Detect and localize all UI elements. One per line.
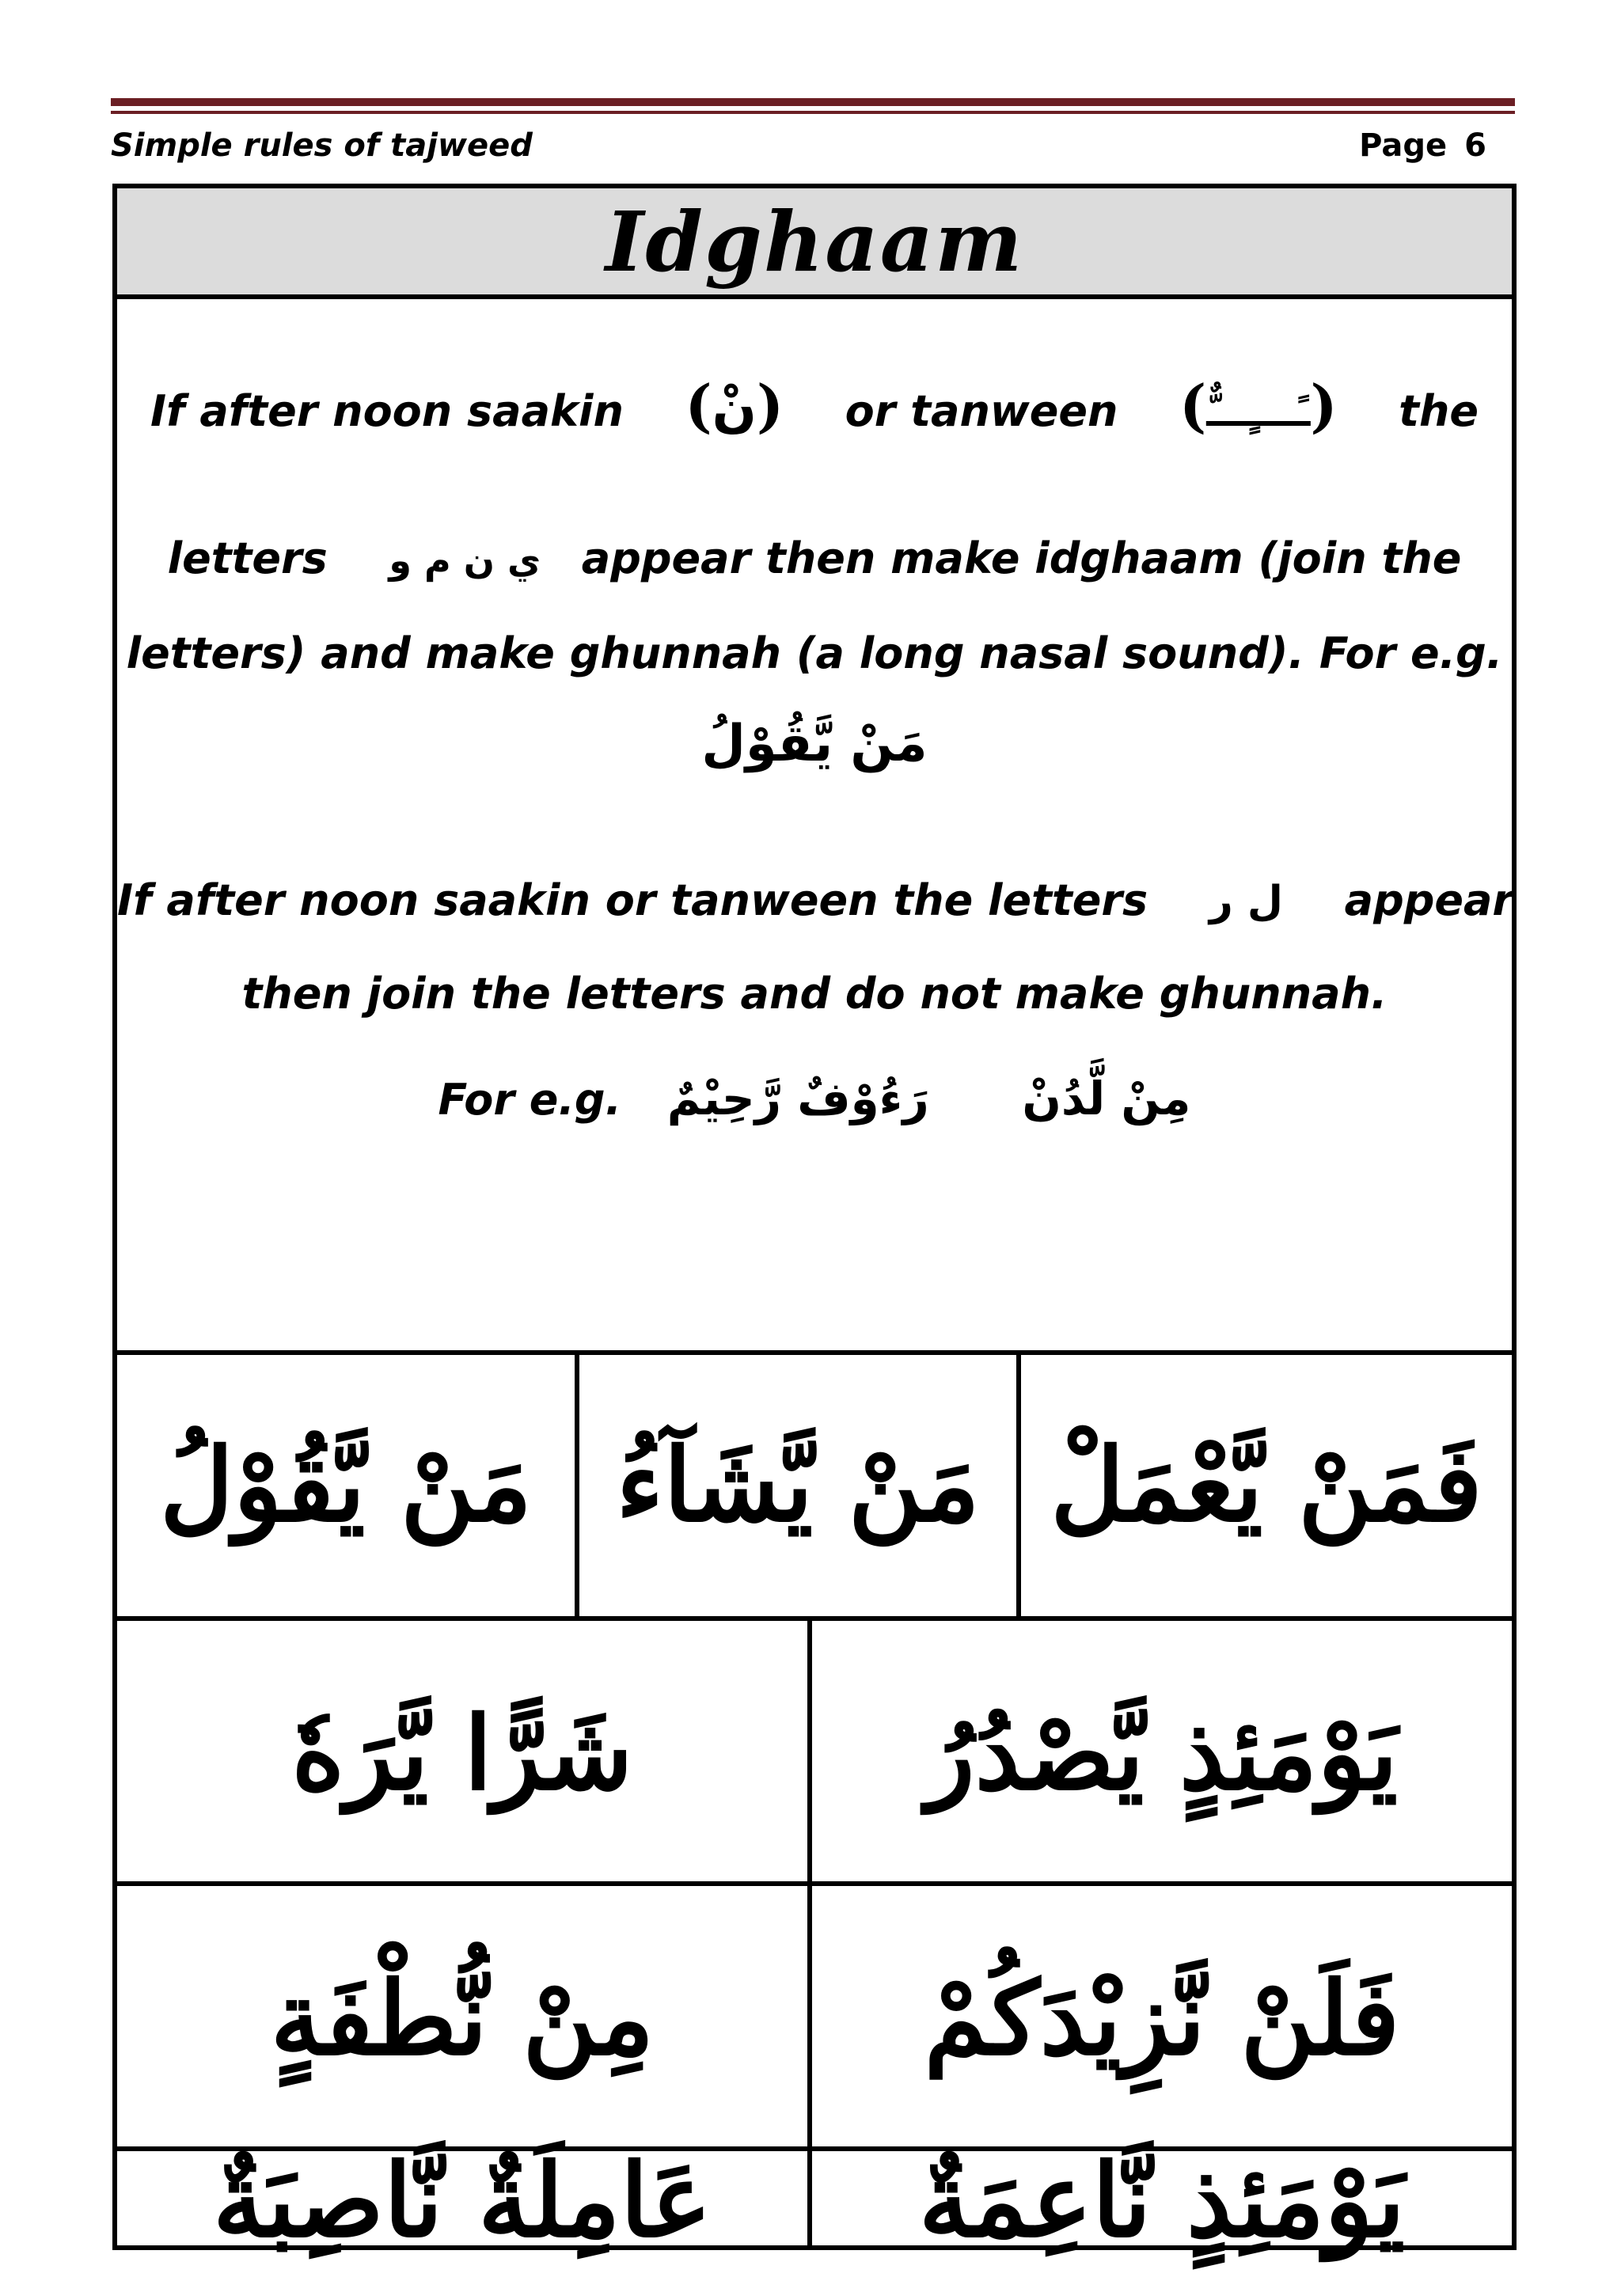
page-title: Idghaam — [605, 192, 1024, 290]
example-word: يَوْمَئِذٍ يَّصْدُرُ — [925, 1694, 1399, 1813]
example-1-arabic: مَنْ يَّقُوْلُ — [701, 715, 928, 773]
example-cell — [807, 1621, 1512, 1886]
idghaam-letters: ي ن م و — [389, 539, 541, 582]
intro-line-5: then join the letters and do not make ghunnah. — [241, 969, 1388, 1019]
title-bar — [117, 188, 1512, 299]
example-cell — [807, 1886, 1512, 2151]
noon-saakin-glyph: نْ — [712, 378, 757, 438]
example-cell — [575, 1355, 1016, 1616]
intro-line-2-text-b: appear then make idghaam (join the — [581, 533, 1462, 583]
intro-line-4-text-a: If after noon saakin or tanween the letters — [117, 875, 1148, 925]
example-cell — [117, 1355, 575, 1616]
intro-line-4-text-b: appear — [1344, 875, 1514, 925]
page-label: Page — [1359, 127, 1448, 164]
example-word: عَامِلَةٌ نَّاصِبَةٌ — [212, 2141, 712, 2260]
example-1 — [117, 712, 1512, 778]
example-cell — [117, 1886, 807, 2151]
example-word: مَنْ يَّشَآءُ — [616, 1426, 980, 1545]
example-word: مَنْ يَّقُوْلُ — [159, 1426, 533, 1545]
examples-row-2 — [117, 1616, 1512, 1886]
example-cell — [117, 1621, 807, 1886]
intro-line-1-text-c: the — [1399, 386, 1479, 436]
intro-line-1: If after noon saakin (نْ) or tanween (ـًــــٍـــٌّ) the — [150, 372, 1479, 439]
header-rule-thick — [111, 98, 1515, 106]
intro-line-6 — [117, 1067, 1512, 1132]
book-title: Simple rules of tajweed — [111, 127, 533, 164]
example-word: مِنْ نُّطْفَةٍ — [270, 1959, 655, 2078]
intro-section — [117, 299, 1512, 1355]
example-min-ladun: مِنْ لَّدُنْ — [1022, 1072, 1191, 1125]
intro-line-2 — [117, 527, 1512, 592]
page-indicator — [1359, 123, 1486, 168]
intro-line-1-text-b: or tanween — [845, 386, 1118, 436]
examples-row-1 — [117, 1355, 1512, 1616]
example-raoofur-raheem: رَءُوْفٌ رَّحِيْمٌ — [666, 1072, 929, 1125]
intro-line-2-text-a: letters — [167, 533, 328, 583]
lam-ra-letters: ل ر — [1209, 878, 1283, 925]
example-word: فَمَنْ يَّعْمَلْ — [1050, 1426, 1482, 1545]
examples-row-4 — [117, 2141, 1512, 2260]
example-word: يَوْمَئِذٍ نَّاعِمَةٌ — [918, 2141, 1406, 2260]
intro-line-3: letters) and make ghunnah (a long nasal sound). For e.g. — [126, 628, 1503, 678]
examples-row-3 — [117, 1881, 1512, 2151]
intro-line-6-text-a: For e.g. — [438, 1075, 622, 1125]
example-cell — [807, 2141, 1512, 2260]
content-frame — [112, 184, 1517, 2260]
header-rule-thin — [111, 111, 1515, 114]
tanween-glyph: ـًــــٍـــٌّ — [1206, 391, 1311, 435]
example-word: فَلَنْ نَّزِيْدَكُمْ — [924, 1959, 1400, 2078]
example-cell — [117, 2141, 807, 2260]
example-word: شَرًّا يَّرَهٗ — [291, 1694, 633, 1813]
intro-line-4 — [117, 869, 1512, 933]
examples-grid — [117, 1355, 1512, 2260]
intro-line-1-text-a: If after noon saakin — [150, 386, 624, 436]
example-cell — [1016, 1355, 1512, 1616]
page-number: 6 — [1464, 127, 1486, 164]
